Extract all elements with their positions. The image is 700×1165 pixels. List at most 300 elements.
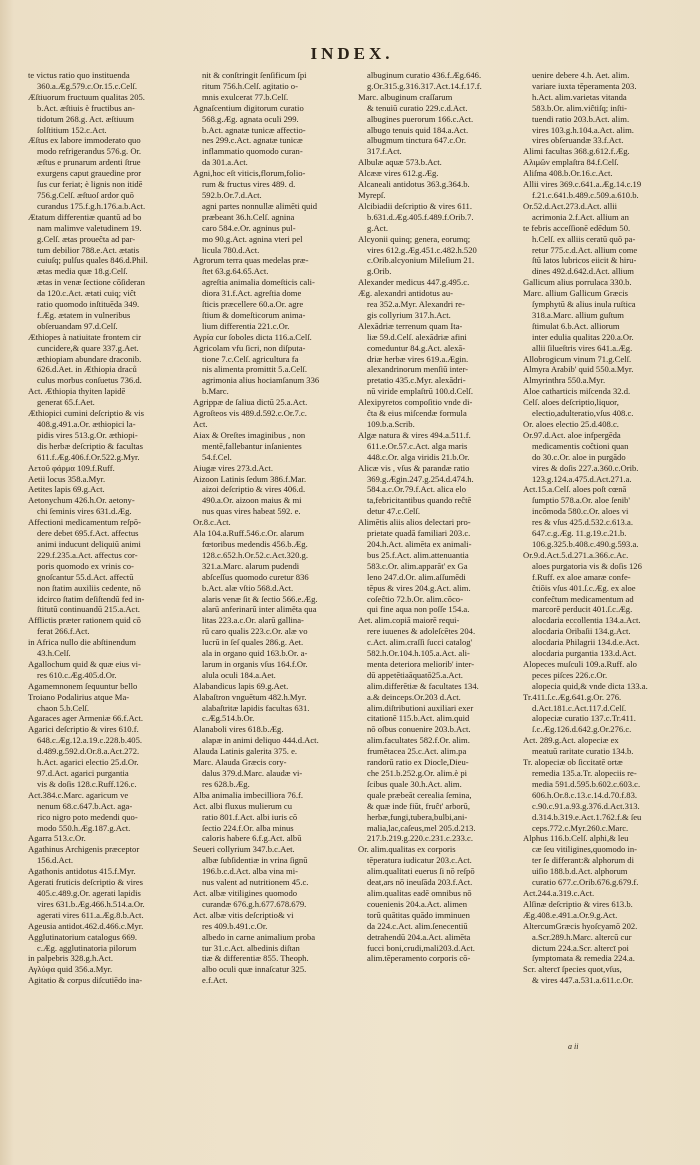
index-line: 156.d.Act.	[37, 855, 74, 866]
index-line: lium differentia 221.c.Or.	[202, 320, 290, 331]
index-line: nam malimve valetudinem 19.	[37, 222, 142, 233]
index-line: remedia 135.a.Tr. alopeciis re-	[532, 768, 637, 778]
index-line: liæ 59.d.Celſ. alexādriæ afini	[367, 331, 467, 342]
index-line: coſeĉtio 72.b.Or. alim.cōco-	[367, 593, 463, 604]
index-line: alopeciæ curatio 137.c.Tr.411.	[532, 713, 636, 724]
index-line: pidis vires 513.g.Or. æthiopi-	[37, 429, 138, 440]
index-line: Alimētis aliis alios delectari pro-	[358, 517, 471, 528]
index-line: ſtet 63.g.64.65.Act.	[202, 266, 269, 277]
index-line: ratio 801.f.Act. albi iuris cō	[202, 811, 298, 822]
index-line: 204.h.Act. alimēta ex animali-	[367, 538, 472, 549]
index-line: Aloe catharticis miſcenda 32.d.	[523, 386, 631, 397]
index-line: idcirco ſtatim deſiſtendū fed in-	[37, 593, 145, 604]
index-line: Or. alim.qualitas ex corporis	[358, 844, 456, 855]
index-line: Agni,hoc eſt viticis,florum,folio-	[193, 168, 306, 179]
index-line: 626.d.Aet. in Æthiopia draců	[37, 364, 137, 375]
index-line: Alexipyretos compoſitio vnde di-	[358, 397, 473, 408]
index-line: ætas media quæ 18.g.Celſ.	[37, 266, 128, 277]
index-line: alocdaria Philagrii 134.d.e.Act.	[532, 637, 640, 648]
index-column-1	[28, 70, 183, 1140]
index-line: Alexādriæ terrenum quam Ita-	[358, 320, 463, 331]
index-line: caloris habere 6.f.g.Act. albū	[202, 833, 302, 844]
index-line: albugmum tinctura 647.c.Or.	[367, 135, 467, 146]
index-line: f.Æg. ætatem in vulneribus	[37, 309, 131, 320]
index-line: in Africa nullo die abſtinendum	[28, 637, 136, 648]
index-line: dū appetētiaāquatō25.a.Act.	[367, 669, 463, 680]
index-line: electio,adulteratio,vſus 408.c.	[532, 408, 634, 419]
index-line: 405.c.489.g.Or. agerati lapidis	[37, 887, 141, 898]
index-line: Alanaboli vires 618.b.Æg.	[193, 724, 284, 735]
index-line: retur 775.c.d.Act. allium come	[532, 244, 638, 255]
index-line: dere debet 695.f.Act. affectus	[37, 528, 139, 539]
index-line: Almyrinthra 550.a.Myr.	[523, 375, 606, 386]
index-line: poris quomodo ex vrinis co-	[37, 560, 134, 571]
index-line: ceps.772.c.Myr.260.c.Marc.	[532, 822, 629, 833]
index-line: tur 31.c.Act. albedinis diſtan	[202, 942, 300, 953]
index-line: culus morbus conſuetus 736.d.	[37, 375, 142, 386]
index-line: 648.c.Æg.12.a.19.c.228.b.405.	[37, 735, 143, 746]
index-line: pretatio 435.c.Myr. alexādri-	[367, 375, 466, 386]
index-line: randorū ratio ex Diocle,Dieu-	[367, 757, 469, 768]
index-line: c.Æg. agglutinatoria pilorum	[37, 942, 137, 953]
index-line: b.Marc.	[202, 386, 229, 397]
index-line: ſtium & domeſticorum anima-	[202, 309, 306, 320]
index-line: modo 550.h.Æg.187.g.Act.	[37, 822, 131, 833]
index-line: cæ ſeu vitiligines,quomodo in-	[532, 844, 638, 855]
index-line: driæ herbæ vires 619.a.Ægin.	[367, 353, 469, 364]
index-line: Agrippæ de ſaliua dictū 25.a.Act.	[193, 397, 308, 408]
index-line: Marc. Alauda Græcis cory-	[193, 757, 287, 768]
index-line: Æg.408.e.491.a.Or.9.g.Act.	[523, 909, 618, 920]
index-line: Aetites lapis 69.g.Act.	[28, 484, 105, 495]
index-line: ĉtiōis vſus 401.ſ.c.Æg. ex aloe	[532, 582, 636, 593]
index-line: Tr.411.ſ.c.Æg.641.g.Or. 276.	[523, 691, 622, 702]
index-line: rere iuuenes & adoleſcētes 204.	[367, 626, 476, 637]
index-line: abſceſſus quomodo curetur 836	[202, 571, 309, 582]
index-line: AltercumGræcis hyoſcyamō 202.	[523, 920, 638, 931]
index-line: ſtitutū continuandū 215.a.Act.	[37, 604, 140, 615]
index-line: æthiopiam abundare draconib.	[37, 353, 142, 364]
index-line: Ætatum differentiæ quantū ad bo	[28, 211, 142, 222]
index-line: 317.f.Act.	[367, 146, 402, 157]
index-line: Or. aloes electio 25.d.408.c.	[523, 419, 619, 429]
index-line: f.Ruff. ex aloe amaræ confe-	[532, 571, 631, 582]
index-line: do 30.c.Or. aloe in purgādo	[532, 451, 626, 462]
index-line: ſumptio 578.a.Or. aloe ſenib'	[532, 495, 630, 506]
index-line: & tenuiū curatio 229.c.d.Act.	[367, 102, 468, 113]
index-line: Agarra 513.c.Or.	[28, 833, 86, 844]
index-line: Agallochum quid & quæ eius vi-	[28, 658, 141, 669]
index-line: Alſinæ deſcriptio & vires 613.b.	[523, 898, 633, 909]
index-line: tidotum 268.g. Act. æſtiuum	[37, 113, 134, 124]
index-line: 490.a.Or. aizoon maius & mi	[202, 495, 302, 506]
index-line: Alexander medicus 447.g.495.c.	[358, 277, 470, 288]
index-line: h.Celſ. ex alliis ceratū quō pa-	[532, 233, 636, 244]
index-line: Ala 104.a.Ruff.546.c.Or. alarum	[193, 528, 305, 539]
index-line: 128.c.652.h.Or.52.c.Act.320.g.	[202, 549, 308, 560]
index-line: Agaraces ager Armeniæ 66.f.Act.	[28, 713, 144, 724]
index-line: incōmoda 580.c.Or. aloes vi	[532, 506, 629, 517]
index-line: Aetii locus 358.a.Myr.	[28, 473, 106, 484]
index-line: albo oculi quæ innaſcatur 325.	[202, 964, 307, 975]
index-line: caro 584.e.Or. agninus pul-	[202, 222, 296, 233]
index-line: torū quātitas quādo imminuen	[367, 909, 470, 920]
index-line: agerati vires 611.a.Æg.8.b.Act.	[37, 909, 144, 920]
index-line: curandæ 676.g.h.677.678.679.	[202, 898, 307, 909]
index-line: d.314.b.319.e.Act.1.762.f.& ſeu	[532, 811, 642, 822]
index-line: ter ſe differant:& alphorum di	[532, 855, 634, 866]
index-line: Act.	[193, 419, 208, 429]
index-line: da 224.c.Act. alim.ſenecentiū	[367, 920, 468, 931]
index-line: mnis exulcerat 77.b.Celſ.	[202, 91, 289, 102]
index-line: aloes purgatoria vis & doſis 126	[532, 560, 642, 571]
index-line: alim.qualitas eadē omnibus nō	[367, 887, 472, 898]
index-line: alim.differētiæ & facultates 134.	[367, 680, 479, 691]
page-header	[0, 44, 700, 66]
index-line: alapæ in animi deliquo 444.d.Act.	[202, 735, 319, 746]
index-line: c.Orib.alcyonium Mileſium 21.	[367, 255, 475, 266]
index-line: agni partes nonnullæ alimēti quid	[202, 200, 318, 211]
index-line: modo refrigerandus 576.g. Or.	[37, 146, 142, 157]
index-line: acrimonia 2.f.Act. allium an	[532, 211, 629, 222]
index-line: meatuū raritate curatio 134.b.	[532, 746, 634, 757]
index-line: chi ſeminis vires 631.d.Æg.	[37, 506, 132, 517]
index-line: Marc. albuginum craſſarum	[358, 91, 453, 102]
index-line: mo 90.g.Act. agnina vteri pel	[202, 233, 303, 244]
index-line: 568.g.Æg. agnata oculi 299.	[202, 113, 299, 124]
index-line: Agathinus Archigenis præceptor	[28, 844, 140, 855]
index-line: animi inducunt deliquiū animi	[37, 538, 141, 549]
index-line: Agglutinatorium catalogus 669.	[28, 931, 138, 942]
index-line: 583.c.Or. alim.apparāt' ex Ga	[367, 560, 468, 571]
index-line: inter edulia qualitas 220.a.Or.	[532, 331, 634, 342]
index-line: Alphus 116.b.Celſ. alphi,& leu	[523, 833, 629, 844]
index-line: curandus 175.f.g.h.176.a.b.Act.	[37, 200, 146, 211]
index-line: te febris acceſſionē edēdum 50.	[523, 222, 631, 233]
index-line: Æthiopici cumini deſcriptio & vis	[28, 408, 145, 419]
index-line: albugines puerorum 166.c.Act.	[367, 113, 474, 124]
index-line: b.Act. agnatæ tunicæ affectio-	[202, 124, 306, 135]
index-line: Celſ. aloes deſcriptio,liquor,	[523, 397, 619, 408]
index-line: tiæ & differentiæ 855. Theoph.	[202, 953, 309, 964]
index-line: dalus 379.d.Marc. alaudæ vi-	[202, 768, 303, 778]
index-line: Agathonis antidotus 415.f.Myr.	[28, 866, 136, 877]
index-line: Algæ natura & vires 494.a.511.f.	[358, 429, 471, 440]
index-line: Alauda Latinis galerita 375. e.	[193, 746, 298, 757]
index-line: Marc. allium Gallicum Græcis	[523, 288, 629, 299]
index-line: æſtus e prunarum ardenti ſtrue	[37, 157, 141, 168]
index-line: 360.a.Æg.579.c.Or.15.c.Celſ.	[37, 80, 138, 91]
index-line: Troiano Podalirius atque Ma-	[28, 691, 130, 702]
index-line: detur 47.c.Celſ.	[367, 506, 420, 517]
index-line: 583.b.Or. alim.viĉtiſq; inſti-	[532, 102, 628, 113]
index-line: Æthiopes à natiuitate frontem cir	[28, 331, 142, 342]
index-line: dis herbæ deſcriptio & facultas	[37, 440, 143, 451]
index-line: Act. Æthiopia thyiten lapidē	[28, 386, 126, 397]
index-line: Agrorum terra quas medelas præ-	[193, 255, 309, 266]
index-line: allii ſilueſtris vires 641.a.Æg.	[532, 342, 633, 353]
index-line: marcorē perducit 401.ſ.c.Æg.	[532, 604, 633, 615]
index-line: Allobrogicum vinum 71.g.Celſ.	[523, 353, 632, 364]
index-line: Gallicum alius porrulaca 330.b.	[523, 277, 632, 288]
index-line: cuncidere,& quare 337.g.Aet.	[37, 342, 139, 353]
page-title: INDEX.	[310, 44, 394, 63]
index-line: alim.qualitati euerus ſi nō reſpō	[367, 866, 475, 877]
index-line: Alcaneali antidotus 363.g.364.b.	[358, 179, 470, 190]
index-line: prietate quadā familiari 203.c.	[367, 528, 471, 539]
index-line: Or.97.d.Act. aloe infpergēda	[523, 429, 621, 440]
index-line: a.Scr.289.h.Marc. altercū cur	[532, 931, 632, 942]
index-line: Alabandicus lapis 69.g.Aet.	[193, 680, 289, 691]
index-line: menta deteriora meliorib' inter-	[367, 658, 475, 669]
index-line: vires obſeruandæ 33.f.Act.	[532, 135, 624, 146]
index-line: Afflictis præter rationem quid cō	[28, 615, 141, 626]
index-line: ſticis præcellere 60.a.Or. agre	[202, 299, 304, 310]
index-line: tum debilior 788.e.Act. ætatis	[37, 244, 140, 255]
index-line: fœtoribus medendis 456.b.Æg.	[202, 538, 308, 549]
index-line: 448.c.Or. alga viridis 21.b.Or.	[367, 451, 470, 462]
index-line: Allii vires 369.c.641.a.Æg.14.c.19	[523, 179, 642, 190]
index-line: alocdaria Oribaſii 134.g.Act.	[532, 626, 631, 637]
index-line: alula oculi 184.a.Aet.	[202, 669, 276, 680]
index-line: Or.8.c.Act.	[193, 517, 231, 528]
index-line: non ſtatim auxiliis cedente, nō	[37, 582, 141, 593]
index-line: inflammatio quomodo curan-	[202, 146, 303, 157]
index-line: Agricolam vfu ſicri, non diſputa-	[193, 342, 306, 353]
index-line: alopecia quid,& vnde dicta 133.a.	[532, 680, 648, 691]
index-line: larum in organis vſus 164.f.Or.	[202, 658, 308, 669]
index-line: Affectioni medicamentum reſpō-	[28, 517, 141, 528]
index-line: variare iuxta tēperamenta 203.	[532, 80, 637, 91]
index-line: obſeruandam 97.d.Celſ.	[37, 320, 118, 331]
index-line: generat 65.f.Aet.	[37, 397, 95, 408]
index-line: g.Celſ. ætas proueĉta ad par-	[37, 233, 136, 244]
index-line: 647.c.g.Æg. 11.g.19.c.21.b.	[532, 528, 627, 539]
index-line: couenienis 204.a.Act. alimen	[367, 898, 467, 909]
index-line: tēpus & vires 204.g.Act. alim.	[367, 582, 471, 593]
index-line: alim.diſtributioni auxiliari exer	[367, 702, 474, 713]
index-line: uiſio 188.b.d.Act. alphorum	[532, 866, 628, 877]
index-line: Scr. altercī ſpecies quot,vſus,	[523, 964, 622, 975]
index-line: Æſtiuorum fructuum qualitas 205.	[28, 91, 145, 102]
index-line: g.Orib.	[367, 266, 392, 277]
index-line: ta,febricitantibus quando reĉtē	[367, 495, 472, 506]
index-line: da 301.a.Act.	[202, 157, 248, 168]
index-line: nus valent ad nutritionem 45.c.	[202, 877, 309, 888]
index-line: res & vſus 425.d.532.c.613.a.	[532, 517, 633, 528]
signature-mark: a ii	[568, 1042, 579, 1051]
index-line: vires & doſis 227.a.360.c.Orib.	[532, 462, 639, 473]
index-line: a.& deinceps.Or.203 d.Act.	[367, 691, 461, 702]
index-line: ætas in venæ ſectione cōſideran	[37, 277, 145, 288]
index-line: leno 247.d.Or. alim.aſſumēdi	[367, 571, 466, 582]
index-line: Alopeces muſculi 109.a.Ruff. alo	[523, 658, 637, 669]
index-line: ratio quomodo inſtituēda 349.	[37, 299, 140, 310]
index-line: b.Act. alæ vſtio 568.d.Act.	[202, 582, 294, 593]
index-line: frumētacea 25.c.Act. alim.pa	[367, 746, 467, 757]
index-line: ſymptomata & remedia 224.a.	[532, 953, 635, 964]
index-line: nū viride emplaſtrū 100.d.Celſ.	[367, 386, 473, 397]
index-line: nenum 68.c.647.b.Act. aga-	[37, 800, 133, 811]
index-line: ſtimulat 6.b.Act. alliorum	[532, 320, 620, 331]
index-line: 611.f.Æg.406.f.Or.522.g.Myr.	[37, 451, 140, 462]
index-line: & vires 447.a.531.a.611.c.Or.	[532, 975, 634, 986]
index-line: ſolſtitium 152.c.Act.	[37, 124, 107, 135]
index-line: 756.g.Celſ. æſtuoſ ardor quō	[37, 189, 134, 200]
index-columns	[28, 70, 678, 1140]
index-line: malia,lac,caſeus,mel 205.d.213.	[367, 822, 476, 833]
index-line: rū caro qualis 223.c.Or. alæ vo	[202, 626, 308, 637]
index-line: 229.f.235.a.Act. affectus cor-	[37, 549, 138, 560]
index-line: 106.g.325.b.408.c.490.g.593.a.	[532, 538, 639, 549]
index-line: ala in organo quid 163.b.Or. a-	[202, 648, 308, 659]
index-line: albæ ſubſidentiæ in vrina ſignū	[202, 855, 308, 866]
index-line: c.90.c.91.a.93.g.376.d.Act.313.	[532, 800, 640, 811]
index-line: bus 25.f.Act. alim.attenuantia	[367, 549, 469, 560]
index-line: confeĉtum medicamentum ad	[532, 593, 634, 604]
index-line: Aiax & Oreſtes imaginibus , non	[193, 429, 306, 440]
index-line: Αλιμῶν emplaſtra 84.f.Celſ.	[523, 157, 619, 168]
index-line: Agamemnonem ſequuntur bello	[28, 680, 138, 691]
index-line: præbeant 36.h.Celſ. agnina	[202, 211, 295, 222]
index-line: 196.b.c.d.Act. alba vina mi-	[202, 866, 298, 877]
index-line: 611.e.Or.57.c.Act. alga maris	[367, 440, 468, 451]
index-line: nes 299.c.Act. agnatæ tunicæ	[202, 135, 303, 146]
index-line: cuiuſq; pulſus quales 846.d.Phil.	[37, 255, 148, 266]
index-line: ferat 266.f.Act.	[37, 626, 90, 637]
index-line: agrimonia alius hociamſanum 336	[202, 375, 320, 386]
index-line: vires 631.b.Æg.466.h.514.a.Or.	[37, 898, 145, 909]
index-line: alocdaria eccollentia 134.a.Act.	[532, 615, 641, 626]
index-line: alarū anferinarū inter alimēta qua	[202, 604, 317, 615]
index-line: dines 492.d.642.d.Act. allium	[532, 266, 634, 277]
index-line: 369.g.Ægin.247.g.254.d.474.h.	[367, 473, 474, 484]
index-line: dictum 224.a.Scr. altercī poi	[532, 942, 629, 953]
index-line: uenire debere 4.h. Aet. alim.	[532, 70, 630, 80]
index-line: rico nigro poto medendi quo-	[37, 811, 138, 822]
index-column-3	[358, 70, 513, 1140]
index-line: Alcibiadii deſcriptio & vires 611.	[358, 200, 473, 211]
index-line: qui fine aqua non poſſe 154.a.	[367, 604, 470, 615]
index-line: alabaſtritæ lapidis facultas 631.	[202, 702, 310, 713]
index-line: Αγλύφα quid 356.a.Myr.	[28, 964, 113, 975]
index-line: alim.tēperamento corporis cō-	[367, 953, 471, 964]
index-line: agreſtia animalia domeſticis cali-	[202, 277, 315, 288]
index-line: c.Act. alim.craſſi ſucci catalog'	[367, 637, 473, 648]
index-line: quale præbeāt cerealia ſemina,	[367, 789, 472, 800]
index-line: 606.h.Or.8.c.13.c.14.d.70.f.83.	[532, 789, 638, 800]
index-line: 217.b.219.g.220.c.231.c.233.c.	[367, 833, 473, 844]
index-line: Almyra Arabib' quid 550.a.Myr.	[523, 364, 634, 375]
index-line: res 628.b.Æg.	[202, 778, 250, 789]
index-line: che 251.b.252.g.Or. alim.è pi	[367, 768, 468, 778]
index-line: Or.52.d.Act.273.d.Act. allii	[523, 200, 618, 211]
index-line: tuendi ratio 203.b.Act. alim.	[532, 113, 630, 124]
index-line: gnoſcantur 55.d.Act. affectū	[37, 571, 134, 582]
index-line: Act. 289.g.Act. alopeciæ ex	[523, 735, 619, 746]
index-line: Act.244.a.319.c.Act.	[523, 887, 595, 898]
index-line: Aet. alim.copiā maiorē requi-	[358, 615, 460, 626]
index-line: vires 103.g.h.104.a.Act. alim.	[532, 124, 634, 135]
index-line: Aiugæ vires 273.d.Act.	[193, 462, 273, 473]
index-line: d.Act.181.c.Act.117.d.Celſ.	[532, 702, 627, 713]
index-line: 582.h.Or.104.h.105.a.Act. ali-	[367, 648, 470, 659]
index-line: licula 780.d.Act.	[202, 244, 260, 255]
index-line: tēperatura iudicatur 203.c.Act.	[367, 855, 472, 866]
index-line: rea 352.a.Myr. Alexandri re-	[367, 299, 465, 310]
index-line: Agitatio & corpus diſcutiēdo ina-	[28, 975, 143, 986]
index-line: Æſtus ex labore immoderato quo	[28, 135, 141, 146]
index-line: peces piſces 226.c.Or.	[532, 669, 608, 680]
index-line: ĉta & eius miſcendæ formula	[367, 408, 467, 419]
index-line: ritum 756.h.Celſ. agitatio o-	[202, 80, 298, 91]
index-line: Albulæ aquæ 573.b.Act.	[358, 157, 442, 168]
index-line: Alcyonii quinq; genera, eorumq;	[358, 233, 471, 244]
index-line: Act. albæ vitis deſcriptio& vi	[193, 909, 294, 920]
index-line: & quæ inde fiūt, fruĉt' arborū,	[367, 800, 470, 811]
index-line: Tr. alopeciæ ob ſiccitatē ortæ	[523, 757, 623, 768]
index-line: diora 31.f.Act. agreſtia dome	[202, 288, 302, 299]
index-line: Agarici deſcriptio & vires 610.f.	[28, 724, 139, 735]
index-line: h.Act. agarici electio 25.d.Or.	[37, 757, 139, 768]
index-line: ſcibus quale 30.h.Act. alim.	[367, 778, 462, 789]
index-line: Agerati fruticis deſcriptio & vires	[28, 877, 144, 888]
index-line: te victus ratio quo instituenda	[28, 70, 130, 80]
index-line: 54.f.Cel.	[202, 451, 232, 462]
index-line: b.631.d.Æg.405.f.489.f.Orib.7.	[367, 211, 474, 222]
index-line: aizoi deſcriptio & vires 406.d.	[202, 484, 306, 495]
index-line: ſtū latos lubricos eiicit & hiru-	[532, 255, 637, 266]
index-line: fucci boni,crudi,mali203.d.Act.	[367, 942, 475, 953]
index-line: nus quas vires habeat 592. e.	[202, 506, 301, 517]
index-line: Αγρία cur ſoboles dicta 116.a.Celſ.	[193, 331, 312, 342]
index-line: res 610.c.Æg.405.d.Or.	[37, 669, 117, 680]
index-line: albuginum curatio 436.f.Æg.646.	[367, 70, 482, 80]
index-line: chaon 5.b.Celſ.	[37, 702, 90, 713]
index-line: ſ.c.Æg.126.d.642.g.Or.276.c.	[532, 724, 632, 735]
index-line: c.Æg.514.b.Or.	[202, 713, 255, 724]
index-line: rum & fructus vires 489. d.	[202, 179, 296, 190]
index-column-2	[193, 70, 348, 1140]
index-line: herbæ,fungi,tubera,bulbi,ani-	[367, 811, 468, 822]
index-line: exurgens caput grauedine pror	[37, 168, 142, 179]
index-line: ſymphytū & alius inula ruſtica	[532, 299, 636, 310]
index-line: alocdaria purgantia 133.d.Act.	[532, 648, 637, 659]
index-line: Or.9.d.Act.5.d.271.a.366.c.Ac.	[523, 549, 629, 560]
index-line: tione 7.c.Celſ. agricultura fa	[202, 353, 299, 364]
index-column-4	[523, 70, 678, 1140]
index-line: 318.a.Marc. allium guſtum	[532, 309, 624, 320]
index-line: Æg. alexandri antidotus au-	[358, 288, 453, 299]
index-line: Aetonychum 426.h.Or. aetony-	[28, 495, 135, 506]
index-line: Alcææ vires 612.g.Æg.	[358, 168, 439, 179]
index-line: Myrepſ.	[358, 189, 386, 200]
index-line: Seueri collyrium 347.b.c.Aet.	[193, 844, 295, 855]
index-line: albedo in carne animalium proba	[202, 931, 316, 942]
index-line: 43.h.Celſ.	[37, 648, 71, 659]
index-line: mentē,fallebantur inſanientes	[202, 440, 302, 451]
index-line: ſus cur feriat; è lignis non itidē	[37, 179, 143, 190]
index-line: Act. albæ vitiligines quomodo	[193, 887, 298, 898]
index-line: 109.b.a.Scrib.	[367, 419, 415, 429]
index-line: deat,ars nō ineuſāda 203.f.Act.	[367, 877, 473, 888]
index-line: nis alimenta promittit 5.a.Celſ.	[202, 364, 308, 375]
index-line: vires 612.g.Æg.451.c.482.h.520	[367, 244, 477, 255]
index-line: 584.a.c.Or.79.f.Act. alica elo	[367, 484, 467, 495]
index-line: medicamentis coĉtioni quan	[532, 440, 629, 451]
index-line: Act.15.a.Celſ. aloes poſt cœnā	[523, 484, 627, 495]
index-line: nit & conſtringit ſenſificum ſpi	[202, 70, 307, 80]
